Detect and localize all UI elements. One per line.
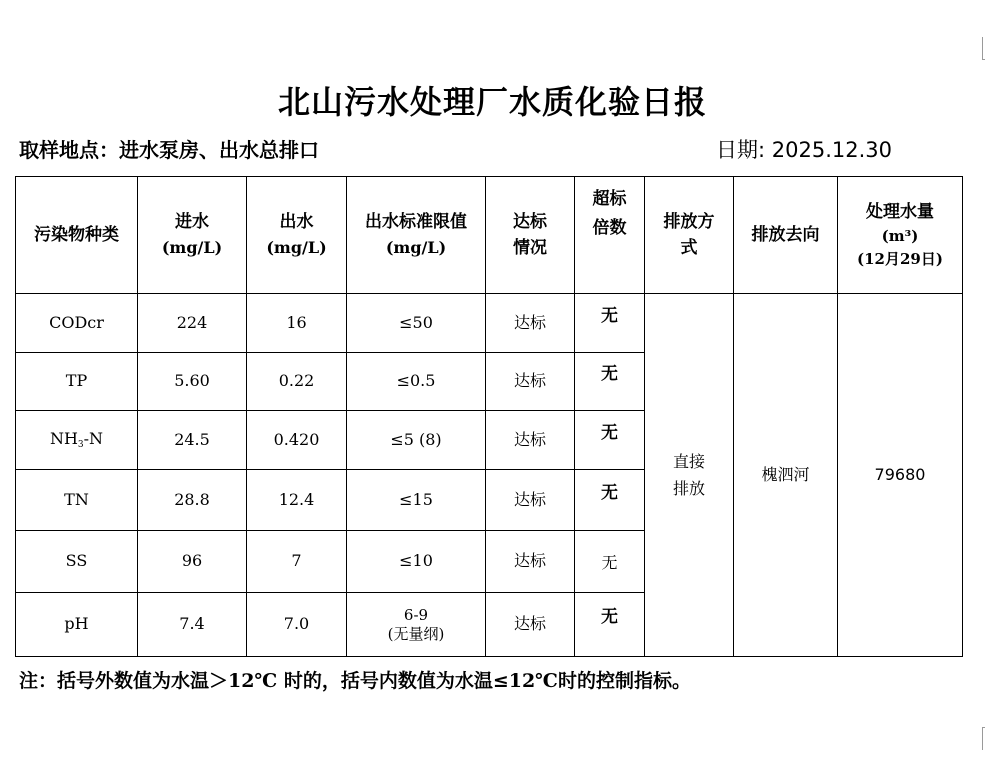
status-value: 达标 bbox=[486, 470, 575, 531]
header-discharge-mode: 排放方 式 bbox=[645, 177, 734, 294]
exceed-value: 无 bbox=[575, 531, 645, 593]
pollutant-name: pH bbox=[16, 593, 138, 657]
limit-value: ≤0.5 bbox=[347, 353, 486, 411]
header-inflow: 进水 (mg/L) bbox=[138, 177, 247, 294]
limit-value: ≤50 bbox=[347, 294, 486, 353]
limit-value: 6-9 (无量纲) bbox=[347, 593, 486, 657]
header-pollutant: 污染物种类 bbox=[16, 177, 138, 294]
pollutant-name: $NH_3-N$ bbox=[16, 411, 138, 470]
exceed-value: 无 bbox=[575, 294, 645, 353]
header-limit: 出水标准限值 (mg/L) bbox=[347, 177, 486, 294]
outflow-value: 0.22 bbox=[247, 353, 347, 411]
inflow-value: 5.60 bbox=[138, 353, 247, 411]
header-volume: 处理水量 (m³) (12月29日) bbox=[838, 177, 963, 294]
header-outflow: 出水 (mg/L) bbox=[247, 177, 347, 294]
inflow-value: 7.4 bbox=[138, 593, 247, 657]
header-status: 达标 情况 bbox=[486, 177, 575, 294]
pollutant-name: CODcr bbox=[16, 294, 138, 353]
exceed-value: 无 bbox=[575, 411, 645, 470]
status-value: 达标 bbox=[486, 294, 575, 353]
discharge-destination: 槐泗河 bbox=[734, 294, 838, 657]
outflow-value: 7 bbox=[247, 531, 347, 593]
status-value: 达标 bbox=[486, 531, 575, 593]
outflow-value: 16 bbox=[247, 294, 347, 353]
status-value: 达标 bbox=[486, 353, 575, 411]
exceed-value: 无 bbox=[575, 470, 645, 531]
treated-volume: 79680 bbox=[838, 294, 963, 657]
discharge-mode: 直接 排放 bbox=[645, 294, 734, 657]
inflow-value: 224 bbox=[138, 294, 247, 353]
header-row bbox=[16, 177, 963, 294]
pollutant-name: TP bbox=[16, 353, 138, 411]
limit-value: ≤10 bbox=[347, 531, 486, 593]
exceed-value: 无 bbox=[575, 353, 645, 411]
pollutant-name: SS bbox=[16, 531, 138, 593]
limit-value: ≤15 bbox=[347, 470, 486, 531]
report-title: 北山污水处理厂水质化验日报 bbox=[277, 83, 707, 121]
footnote: 注：括号外数值为水温＞12℃ 时的，括号内数值为水温≤12℃时的控制指标。 bbox=[19, 670, 691, 692]
table-row bbox=[16, 294, 963, 353]
exceed-value: 无 bbox=[575, 593, 645, 657]
header-destination: 排放去向 bbox=[734, 177, 838, 294]
header-exceed: 超标 倍数 bbox=[575, 177, 645, 294]
inflow-value: 24.5 bbox=[138, 411, 247, 470]
inflow-value: 96 bbox=[138, 531, 247, 593]
sampling-location: 取样地点：进水泵房、出水总排口 bbox=[19, 138, 319, 162]
outflow-value: 7.0 bbox=[247, 593, 347, 657]
inflow-value: 28.8 bbox=[138, 470, 247, 531]
pollutant-name: TN bbox=[16, 470, 138, 531]
report-date: 日期: 2025.12.30 bbox=[716, 138, 892, 162]
water-quality-table bbox=[15, 176, 963, 657]
status-value: 达标 bbox=[486, 593, 575, 657]
outflow-value: 0.420 bbox=[247, 411, 347, 470]
limit-value: ≤5 (8) bbox=[347, 411, 486, 470]
status-value: 达标 bbox=[486, 411, 575, 470]
outflow-value: 12.4 bbox=[247, 470, 347, 531]
